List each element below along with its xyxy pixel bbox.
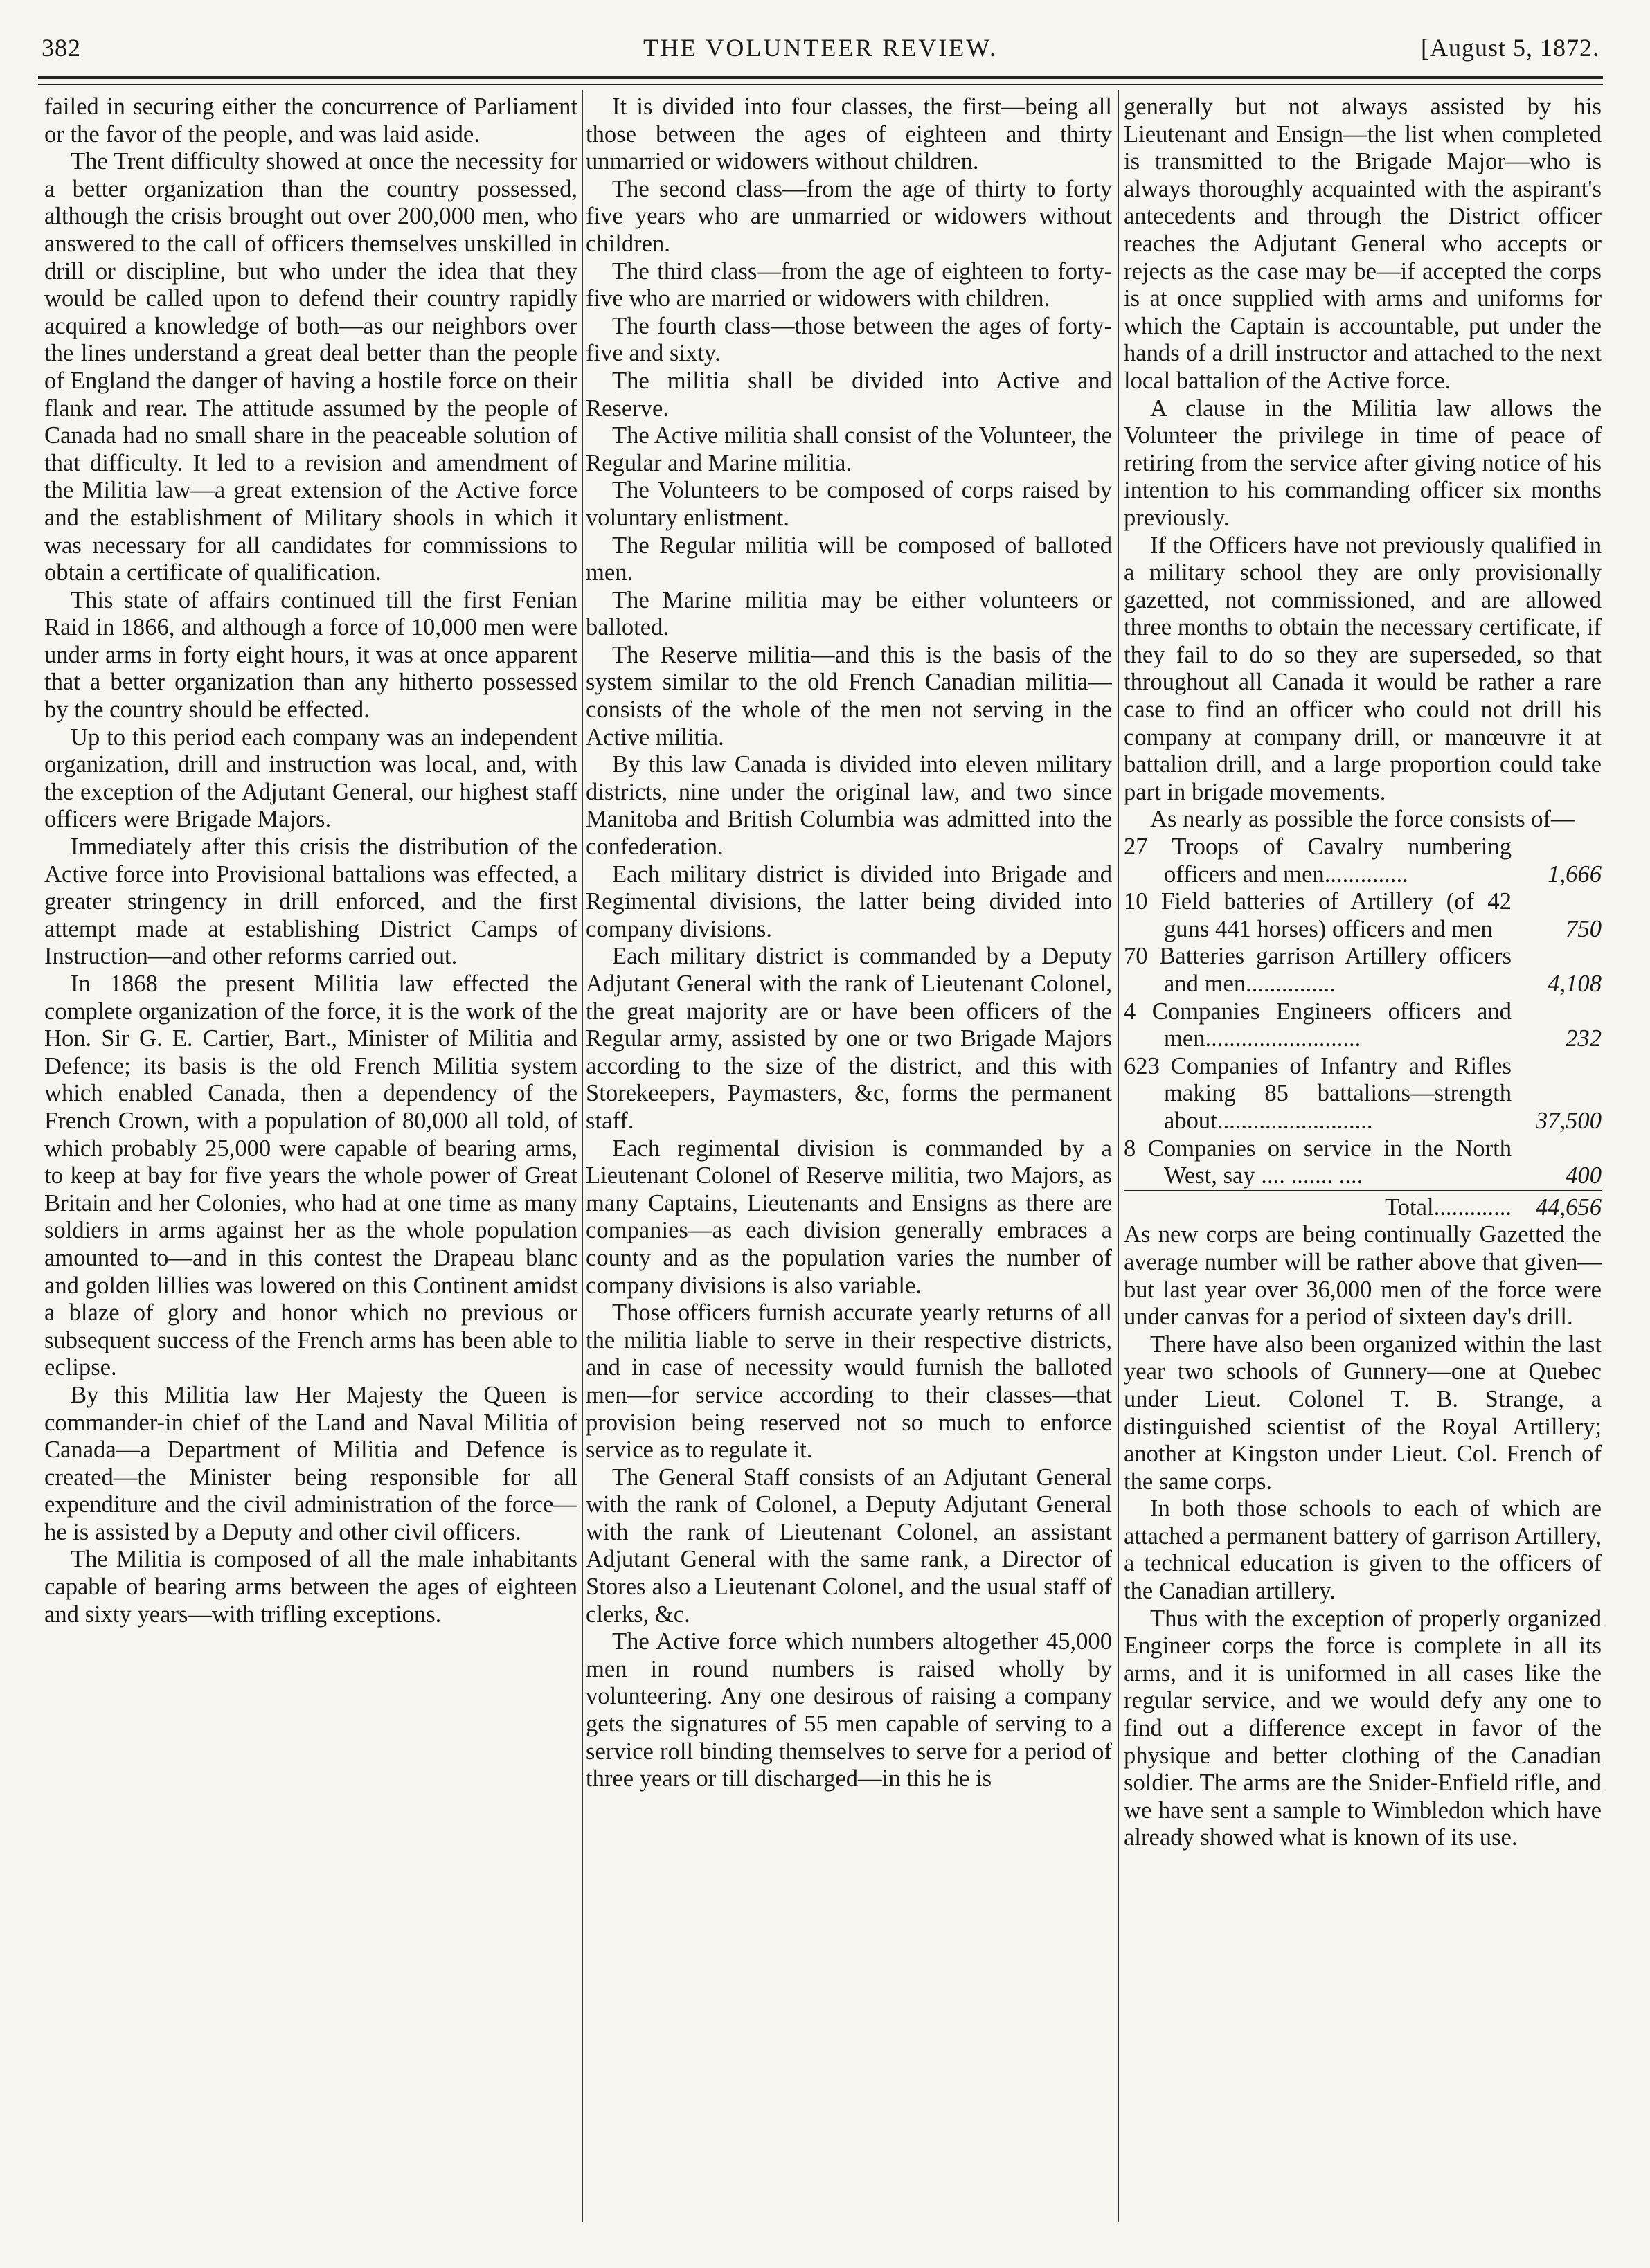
- paragraph: There have also been organized within the last year two schools of Gunnery—one at Quebec under Lieut. Colonel T. B. Strange, a distinguished scientist of the Royal Artillery; another at Kingston under Lieut. Col. French of the same corps.: [1124, 1331, 1602, 1495]
- publication-title: THE VOLUNTEER REVIEW.: [643, 34, 998, 62]
- column-divider: [1118, 90, 1119, 2222]
- column-3: [1124, 93, 1602, 2233]
- paragraph: It is divided into four classes, the first—being all those between the ages of eighteen and thirty unmarried or widowers without children.: [586, 93, 1112, 175]
- row-value: 750: [1566, 915, 1602, 942]
- row-count: 8: [1124, 1135, 1136, 1162]
- table-row: [1124, 1053, 1602, 1135]
- row-description: Troops of Cavalry numbering officers and men..............: [1164, 834, 1512, 888]
- paragraph: The Volunteers to be composed of corps raised by voluntary enlistment.: [586, 477, 1112, 531]
- paragraph: If the Officers have not previously qualified in a military school they are only provisionally gazetted, not commissioned, and are allowed three months to obtain the necessary certificate, if they fail to do so they are superseded, so that throughout all Canada it would be rather a rare case to find an officer who could not drill his company at company drill, or manœuvre it at battalion drill, and a large proportion could take part in brigade movements.: [1124, 532, 1602, 805]
- row-description: Companies on service in the North West, say .... ....... ....: [1147, 1135, 1512, 1189]
- paragraph: The Active militia shall consist of the Volunteer, the Regular and Marine militia.: [586, 422, 1112, 476]
- paragraph: A clause in the Militia law allows the Volunteer the privilege in time of peace of retiring from the service after giving notice of his intention to his commanding officer six months previously.: [1124, 395, 1602, 531]
- column-divider: [582, 90, 583, 2222]
- paragraph: Each regimental division is commanded by a Lieutenant Colonel of Reserve militia, two Majors, as many Captains, Lieutenants and Ensigns as there are companies—as each division generally embraces a county and as the population varies the number of company divisions is also variable.: [586, 1135, 1112, 1299]
- paragraph: The third class—from the age of eighteen to forty-five who are married or widowers with children.: [586, 258, 1112, 312]
- paragraph: Immediately after this crisis the distribution of the Active force into Provisional battalions was effected, a greater stringency in drill enforced, and the first attempt made at establishing District Camps of Instruction—and other reforms carried out.: [44, 834, 577, 970]
- row-count: 27: [1124, 834, 1148, 861]
- table-row: [1124, 888, 1602, 943]
- paragraph: In both those schools to each of which are attached a permanent battery of garrison Artillery, a technical education is given to the officers of the Canadian artillery.: [1124, 1495, 1602, 1605]
- header-rule-thin: [38, 84, 1603, 85]
- total-value: 44,656: [1535, 1194, 1602, 1221]
- paragraph: Each military district is divided into Brigade and Regimental divisions, the latter being divided into company divisions.: [586, 861, 1112, 942]
- row-description: Batteries garrison Artillery officers and men...............: [1159, 943, 1512, 997]
- paragraph: Each military district is commanded by a Deputy Adjutant General with the rank of Lieutenant Colonel, the great majority are or have been officers of the Regular army, assisted by one or two Brigade Majors according to the size of the district, and this with Storekeepers, Paymasters, &c, forms the permanent staff.: [586, 943, 1112, 1134]
- page-header: [42, 28, 1599, 69]
- paragraph: Those officers furnish accurate yearly returns of all the militia liable to serve in their respective districts, and in case of necessity would furnish the balloted men—for service according to their classes—that provision being reserved not so much to enforce service as to regulate it.: [586, 1299, 1112, 1464]
- paragraph: The Regular militia will be composed of balloted men.: [586, 532, 1112, 586]
- paragraph: The second class—from the age of thirty to forty five years who are unmarried or widowers without children.: [586, 175, 1112, 257]
- paragraph: By this Militia law Her Majesty the Queen is commander-in chief of the Land and Naval Militia of Canada—a Department of Militia and Defence is created—the Minister being responsible for all expenditure and the civil administration of the force—he is assisted by a Deputy and other civil officers.: [44, 1381, 577, 1545]
- paragraph: Thus with the exception of properly organized Engineer corps the force is complete in all its arms, and it is uniformed in all cases like the regular service, and we would defy any one to find out a difference except in favor of the physique and better clothing of the Canadian soldier. The arms are the Snider-Enfield rifle, and we have sent a sample to Wimbledon which have already showed what is known of its use.: [1124, 1605, 1602, 1851]
- paragraph: The Marine militia may be either volunteers or balloted.: [586, 586, 1112, 641]
- paragraph: The Militia is composed of all the male inhabitants capable of bearing arms between the ages of eighteen and sixty years—with trifling exceptions.: [44, 1546, 577, 1628]
- paragraph: failed in securing either the concurrence of Parliament or the favor of the people, and was laid aside.: [44, 93, 577, 147]
- row-count: 70: [1124, 943, 1148, 970]
- paragraph: In 1868 the present Militia law effected the complete organization of the force, it is the work of the Hon. Sir G. E. Cartier, Bart., Minister of Militia and Defence; its basis is the old French Militia system which enabled Canada, then a dependency of the French Crown, with a population of 80,000 all told, of which probably 25,000 were capable of bearing arms, to keep at bay for five years the whole power of Great Britain and her Colonies, who had at one time as many soldiers in arms against her as the whole population amounted to—and in this contest the Drapeau blanc and golden lillies was lowered on this Continent amidst a blaze of glory and honor which no previous or subsequent success of the French arms has been able to eclipse.: [44, 971, 577, 1381]
- paragraph: The militia shall be divided into Active and Reserve.: [586, 367, 1112, 422]
- column-1: [44, 93, 577, 2233]
- row-value: 232: [1566, 1025, 1602, 1052]
- paragraph: The Active force which numbers altogether 45,000 men in round numbers is raised wholly by volunteering. Any one desirous of raising a company gets the signatures of 55 men capable of serving to a service roll binding themselves to serve for a period of three years or till discharged—in this he is: [586, 1628, 1112, 1792]
- force-table: [1124, 834, 1602, 1190]
- paragraph: generally but not always assisted by his Lieutenant and Ensign—the list when completed is transmitted to the Brigade Major—who is always thoroughly acquainted with the aspirant's antecedents and through the District officer reaches the Adjutant General who accepts or rejects as the case may be—if accepted the corps is at once supplied with arms and uniforms for which the Captain is accountable, put under the hands of a drill instructor and attached to the next local battalion of the Active force.: [1124, 93, 1602, 394]
- table-row: [1124, 1135, 1602, 1190]
- column-2: [586, 93, 1112, 2233]
- paragraph: Up to this period each company was an independent organization, drill and instruction was local, and, with the exception of the Adjutant General, our highest staff officers were Brigade Majors.: [44, 723, 577, 833]
- paragraph: This state of affairs continued till the first Fenian Raid in 1866, and although a force of 10,000 men were under arms in forty eight hours, it was at once apparent that a better organization than any hitherto possessed by the country should be effected.: [44, 586, 577, 723]
- paragraph: By this law Canada is divided into eleven military districts, nine under the original law, and two since Manitoba and British Columbia was admitted into the confederation.: [586, 751, 1112, 861]
- paragraph: The General Staff consists of an Adjutant General with the rank of Colonel, a Deputy Adjutant General with the rank of Lieutenant Colonel, an assistant Adjutant General with the same rank, a Director of Stores also a Lieutenant Colonel, and the usual staff of clerks, &c.: [586, 1464, 1112, 1628]
- page-number: 382: [42, 34, 81, 62]
- issue-date: [August 5, 1872.: [1421, 34, 1599, 62]
- row-count: 4: [1124, 998, 1136, 1025]
- row-description: Companies of Infantry and Rifles making 85 battalions—strength about..........................: [1164, 1052, 1512, 1134]
- paragraph: The Trent difficulty showed at once the necessity for a better organization than the country possessed, although the crisis brought out over 200,000 men, who answered to the call of officers themselves unskilled in drill or discipline, but who under the idea that they would be called upon to defend their country rapidly acquired a knowledge of both—as our neighbors over the lines understand a great deal better than the people of England the danger of having a hostile force on their flank and rear. The attitude assumed by the people of Canada had no small share in the peaceable solution of that difficulty. It led to a revision and amendment of the Militia law—a great extension of the Active force and the establishment of Military shools in which it was necessary for all candidates for commissions to obtain a certificate of qualification.: [44, 148, 577, 586]
- row-count: 10: [1124, 888, 1148, 915]
- total-label: Total.............: [1385, 1194, 1512, 1221]
- column-3-text-before: [1124, 93, 1602, 834]
- paragraph: As new corps are being continually Gazetted the average number will be rather above that given—but last year over 36,000 men of the force were under canvas for a period of sixteen day's drill.: [1124, 1221, 1602, 1331]
- row-value: 1,666: [1548, 861, 1602, 888]
- paragraph: As nearly as possible the force consists of—: [1150, 806, 1575, 833]
- paragraph: The fourth class—those between the ages of forty-five and sixty.: [586, 312, 1112, 367]
- row-value: 400: [1566, 1162, 1602, 1189]
- table-row: [1124, 943, 1602, 998]
- row-value: 37,500: [1535, 1107, 1602, 1134]
- table-row: [1124, 834, 1602, 888]
- column-3-text-after: [1124, 1221, 1602, 1852]
- force-total: [1124, 1190, 1602, 1222]
- row-description: Companies Engineers officers and men..........................: [1151, 998, 1512, 1052]
- paragraph: The Reserve militia—and this is the basis of the system similar to the old French Canadian militia—consists of the whole of the men not serving in the Active militia.: [586, 641, 1112, 750]
- row-value: 4,108: [1548, 971, 1602, 997]
- table-row: [1124, 998, 1602, 1053]
- header-rule: [38, 76, 1603, 79]
- row-count: 623: [1124, 1052, 1160, 1079]
- row-description: Field batteries of Artillery (of 42 guns 441 horses) officers and men: [1160, 888, 1512, 942]
